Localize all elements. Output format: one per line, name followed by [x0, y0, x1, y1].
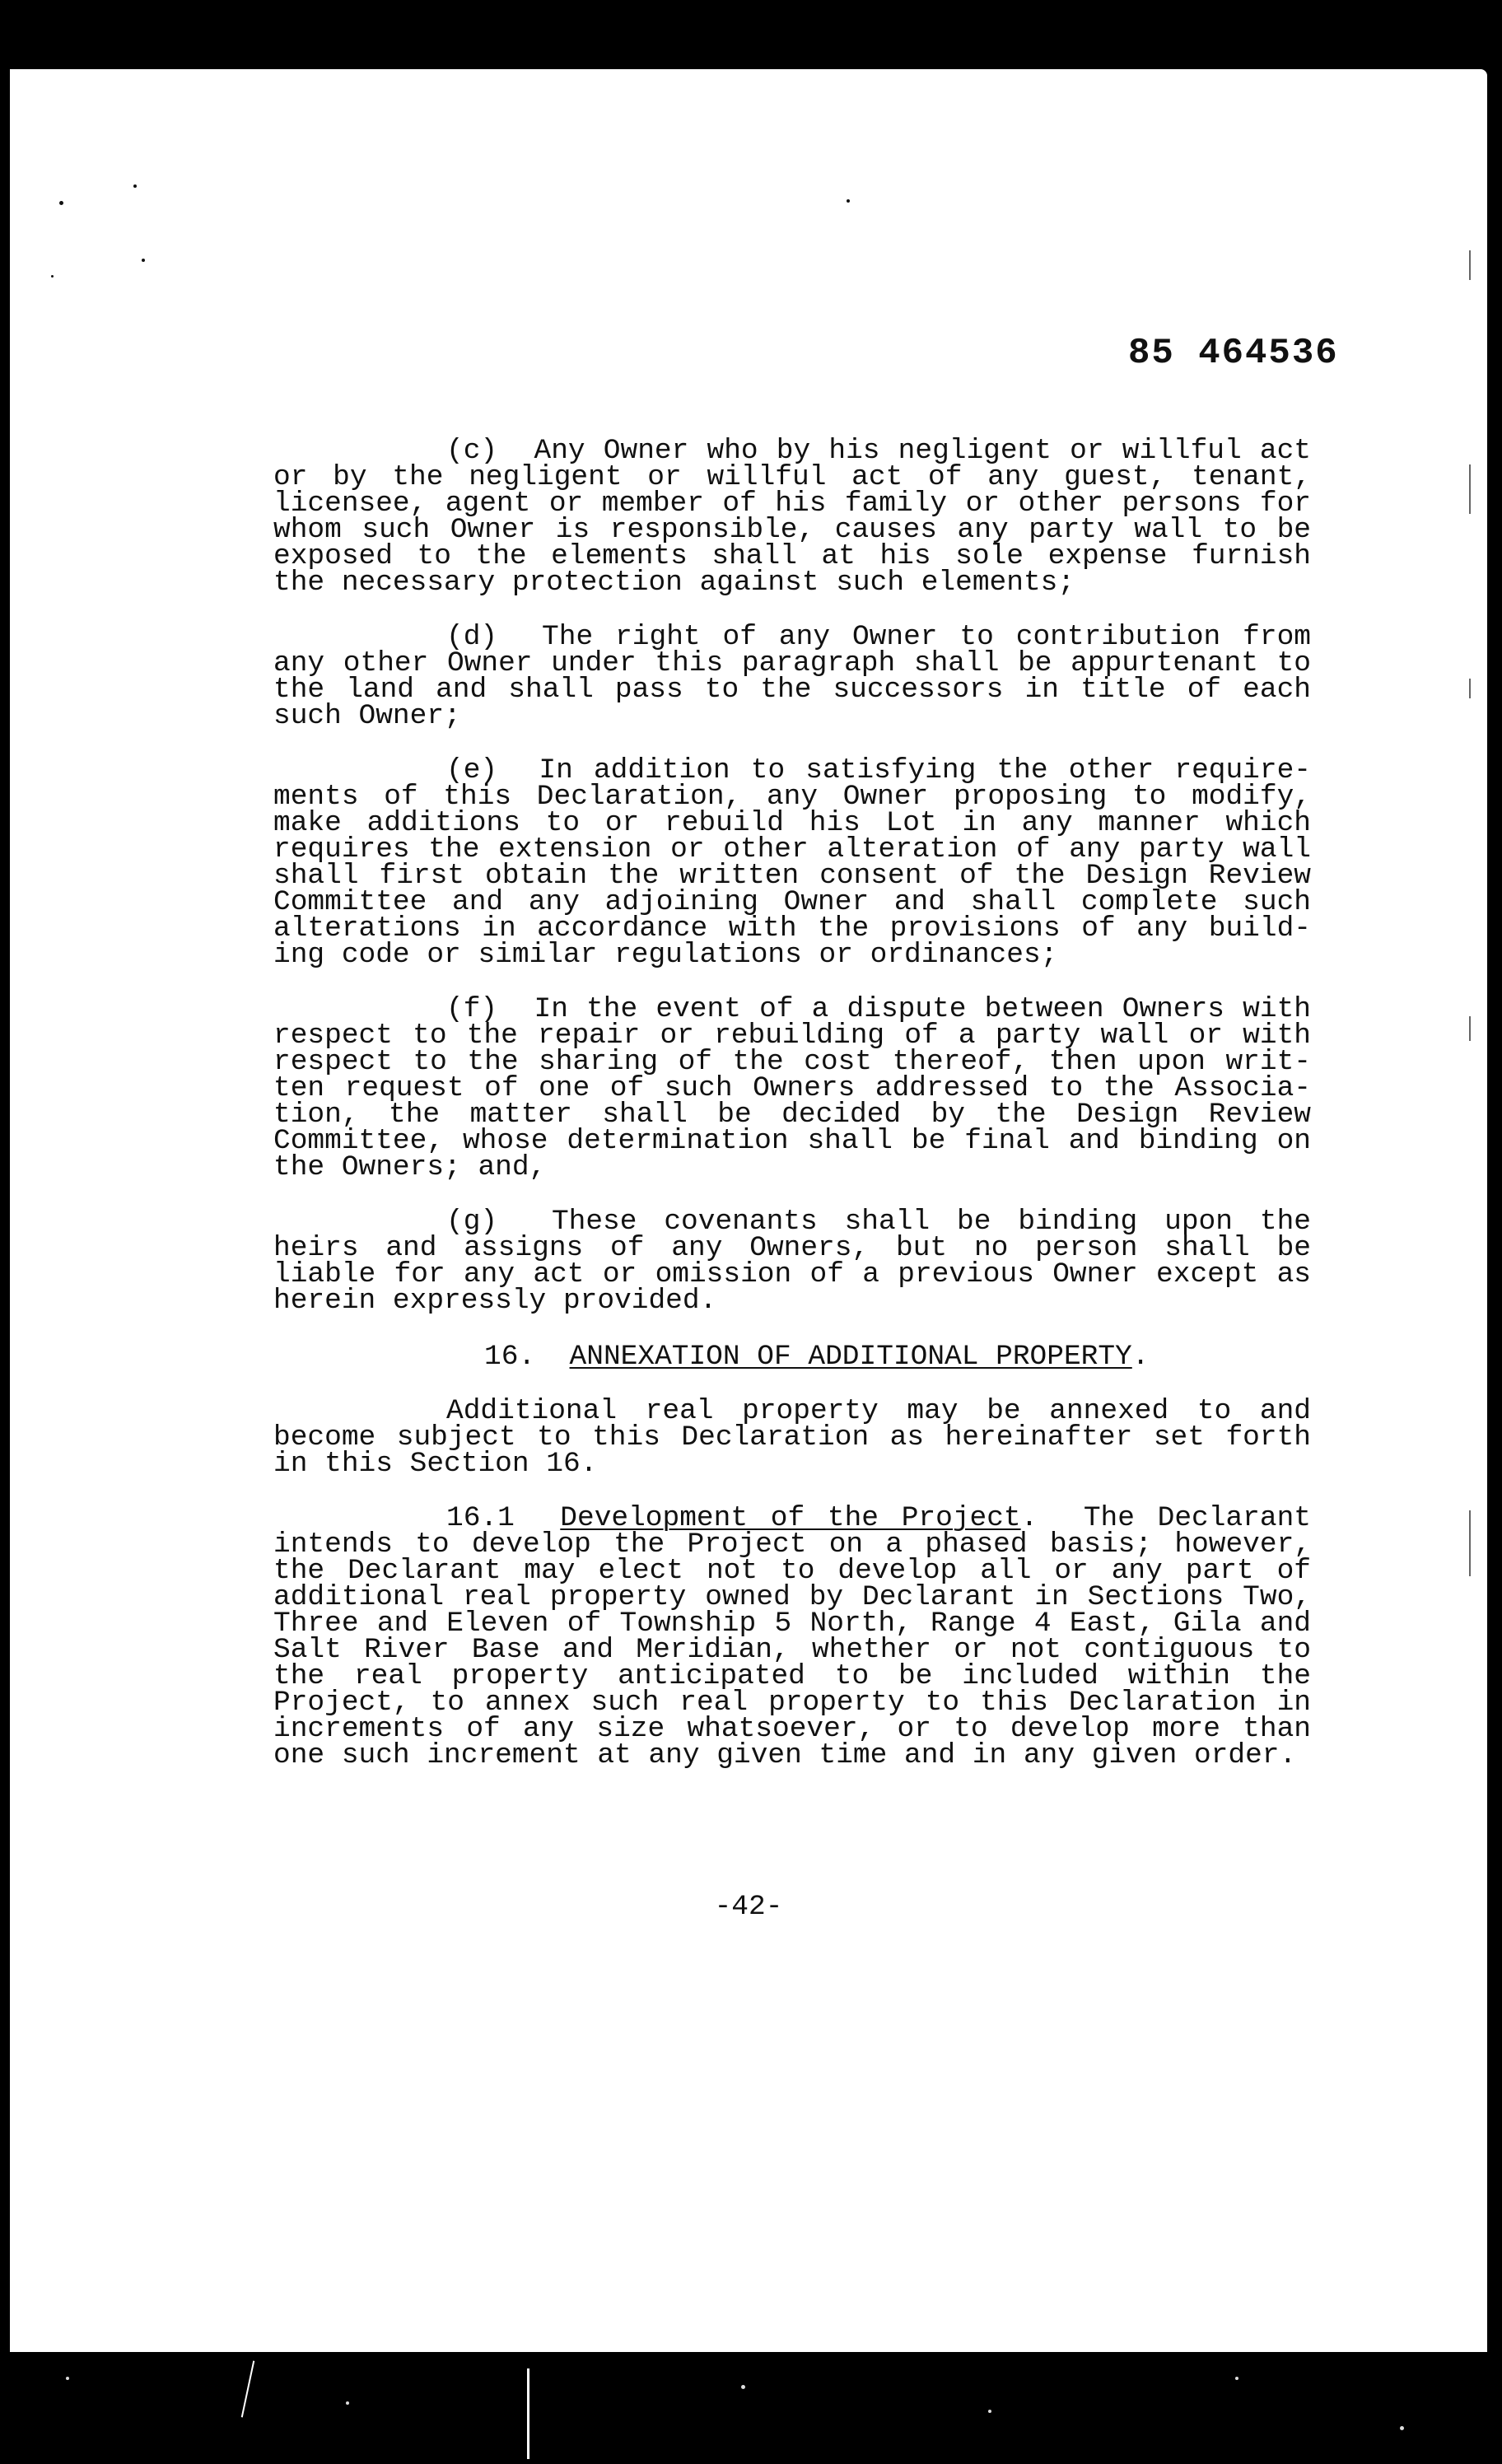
margin-mark [1469, 1510, 1471, 1576]
scan-bottom-edge [0, 2352, 1502, 2464]
section-intro-text: Additional real property may be annexed to and become subject to this Declaration as hereinafter set forth in this Section 16. [273, 1395, 1311, 1480]
section-title: ANNEXATION OF ADDITIONAL PROPERTY [569, 1341, 1132, 1373]
clause-text: In addition to satisfying the other require-ments of this Declaration, any Owner proposing to modify, make additions to or rebuild his Lot in any manner which requires the extension or other alteration of any party wall shall first obtain the written consent of the Design Review Committee and any adjoining Owner and shall complete such alterations in accordance with the provisions of any build-ing code or similar regulations or ordinances; [273, 754, 1311, 971]
clause-label: (c) [446, 435, 498, 467]
clause-c [273, 435, 1311, 599]
margin-mark [1469, 250, 1471, 280]
clause-label: (g) [446, 1206, 498, 1238]
section-title-end: . [1131, 1341, 1150, 1373]
scan-speck [988, 2410, 991, 2413]
subsection-16-1 [273, 1502, 1311, 1771]
clause-text: These covenants shall be binding upon the heirs and assigns of any Owners, but no person shall be liable for any act or omission of a previous Owner except as herein expressly provided. [273, 1206, 1311, 1317]
clause-e [273, 754, 1311, 971]
section-heading [273, 1341, 1311, 1373]
clause-text: In the event of a dispute between Owners with respect to the repair or rebuilding of a party wall or with respect to the sharing of the cost thereof, then upon writ-ten request of one of such Owners addressed to the Associa-tion, the matter shall be decided by the Design Review Committee, whose determination shall be final and binding on the Owners; and, [273, 993, 1311, 1183]
scan-streak [241, 2361, 255, 2418]
clause-d [273, 621, 1311, 732]
scan-streak [527, 2368, 529, 2459]
subsection-number: 16.1 [446, 1502, 515, 1534]
clause-text: The right of any Owner to contribution from any other Owner under this paragraph shall be appurtenant to the land and shall pass to the successors in title of each such Owner; [273, 621, 1311, 732]
scan-speck [51, 275, 54, 278]
scan-speck [133, 184, 137, 188]
document-body [273, 435, 1311, 1797]
subsection-title: Development of the Project [560, 1502, 1021, 1534]
section-intro [273, 1395, 1311, 1480]
clause-text: Any Owner who by his negligent or willful act or by the negligent or willful act of any guest, tenant, licensee, agent or member of his family or other persons for whom such Owner is responsible, causes any party wall to be exposed to the elements shall at his sole expense furnish the necessary protection against such elements; [273, 435, 1311, 599]
clause-label: (f) [446, 993, 498, 1025]
scan-speck [847, 199, 850, 203]
margin-mark [1469, 1016, 1471, 1041]
subsection-text: The Declarant intends to develop the Project on a phased basis; however, the Declarant may elect not to develop all or any part of additional real property owned by Declarant in Sections Two, Three and Eleven of Township 5 North, Range 4 East, Gila and Salt River Base and Meridian, whether or not contiguous to the real property anticipated to be included within the Project, to annex such real property to this Declaration in increments of any size whatsoever, or to develop more than one such increment at any given time and in any given order. [273, 1502, 1311, 1771]
document-page [10, 69, 1487, 2352]
page-number: -42- [714, 1891, 783, 1923]
subsection-title-end: . [1020, 1502, 1038, 1534]
section-number: 16. [484, 1341, 536, 1373]
clause-f [273, 993, 1311, 1183]
clause-label: (d) [446, 621, 498, 653]
clause-label: (e) [446, 754, 498, 786]
margin-mark [1469, 464, 1471, 514]
clause-g [273, 1206, 1311, 1317]
scan-speck [142, 259, 145, 262]
scan-speck [1235, 2377, 1238, 2380]
document-number: 85 464536 [1128, 333, 1339, 374]
scan-speck [346, 2401, 349, 2405]
scan-speck [66, 2377, 69, 2380]
margin-mark [1469, 679, 1471, 698]
scan-speck [741, 2385, 745, 2389]
scan-speck [1400, 2426, 1404, 2430]
scan-speck [59, 201, 63, 205]
